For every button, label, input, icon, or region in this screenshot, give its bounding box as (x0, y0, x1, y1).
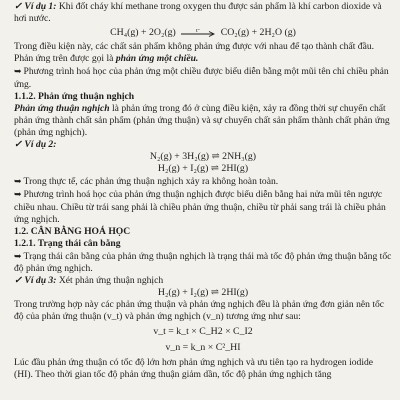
paragraph-7: Trong trường hợp này các phản ứng thuận và phản ứng nghịch đều là phản ứng đơn giản nên tốc độ của phản ứng thuận (v_t) và phản ứng nghịch (v_n) tương ứng như sau: (14, 299, 385, 323)
paragraph-5 (14, 188, 392, 225)
example-3 (14, 275, 392, 287)
paragraph-2-text: Phương trình hoá học của phản ứng một chiều được biểu diễn bằng một mũi tên chỉ chiều phản ứng. (14, 66, 389, 90)
equation-methane-left: CH₄(g) + 2O₂(g) (110, 27, 176, 39)
example-1-text: Khi đốt cháy khí methane trong oxygen thu được sản phẩm là khí carbon dioxide và hơi nước. (14, 1, 382, 25)
example-2 (14, 139, 392, 151)
paragraph-2 (14, 65, 392, 90)
equation-ammonia: N₂(g) + 3H₂(g) ⇌ 2NH₃(g) (149, 151, 257, 163)
paragraph-3 (14, 103, 392, 139)
equation-methane (14, 27, 392, 39)
paragraph-8: Lúc đầu phản ứng thuận có tốc độ lớn hơn phản ứng nghịch và ưu tiên tạo ra hydrogen iodide (HI). Theo thời gian tốc độ phản ứng thuận giảm dần, tốc độ phản ứng nghịch tăng (14, 356, 374, 380)
paragraph-5-text: Phương trình hoá học của phản ứng thuận nghịch được biểu diễn bằng hai nửa mũi tên ngược chiều nhau. Chiều từ trái sang phải là chiều phản ứng thuận, chiều từ phải sang trái là chiều phản ứng nghịch. (14, 189, 386, 225)
rate-reverse: v_n = k_n × C²_HI (165, 341, 241, 353)
paragraph-6-text: Trạng thái cân bằng của phản ứng thuận nghịch là trạng thái mà tốc độ phản ứng thuận bằng tốc độ phản ứng nghịch. (14, 250, 392, 274)
paragraph-1-text: Trong điều kiện này, các chất sản phẩm không phản ứng được với nhau để tạo thành chất đầu. Phản ứng trên được gọi là (14, 41, 375, 65)
heading-1-2: 1.2. CÂN BẰNG HOÁ HỌC (14, 225, 131, 237)
example-3-text: Xét phản ứng thuận nghịch (58, 275, 164, 287)
arrow-bullet-icon: ➥ (14, 176, 22, 187)
paragraph-3-text: là phản ứng trong đó ở cùng điều kiện, xảy ra đồng thời sự chuyển chất phản ứng thành chất sản phẩm (phản ứng thuận) và sự chuyển chất sản phẩm thành chất phản ứng (phản ứng nghịch). (14, 102, 390, 138)
paragraph-4-text: Trong thực tế, các phản ứng thuận nghịch xảy ra không hoàn toàn. (23, 176, 279, 188)
equation-methane-right: CO₂(g) + 2H₂O (g) (220, 27, 296, 39)
heading-1-2-1: 1.2.1. Trạng thái cân bằng (14, 237, 121, 249)
heading-1-1-2: 1.1.2. Phản ứng thuận nghịch (14, 90, 135, 102)
arrow-bullet-icon: ➥ (14, 250, 22, 261)
paragraph-1 (14, 41, 392, 65)
equation-hydrogen-iodide: H₂(g) + I₂(g) ⇌ 2HI(g) (157, 163, 249, 175)
arrow-bullet-icon: ➥ (14, 66, 22, 77)
equation-hydrogen-iodide-2: H₂(g) + I₂(g) ⇌ 2HI(g) (157, 287, 249, 299)
paragraph-4 (14, 175, 392, 188)
example-3-label: ✓ Ví dụ 3: (14, 275, 57, 287)
example-1 (14, 1, 392, 25)
paragraph-6 (14, 250, 392, 275)
rate-forward: v_t = k_t × C_H2 × C_I2 (153, 326, 253, 338)
term-reversible-reaction: Phản ứng thuận nghịch (14, 102, 110, 114)
equation-condition: t° (196, 28, 201, 34)
forward-arrow-icon (181, 29, 215, 37)
example-1-label: ✓ Ví dụ 1: (14, 1, 57, 12)
paragraph-1-emphasis: phản ứng một chiều. (115, 53, 199, 65)
arrow-bullet-icon: ➥ (14, 189, 22, 200)
example-2-label: ✓ Ví dụ 2: (14, 139, 57, 151)
